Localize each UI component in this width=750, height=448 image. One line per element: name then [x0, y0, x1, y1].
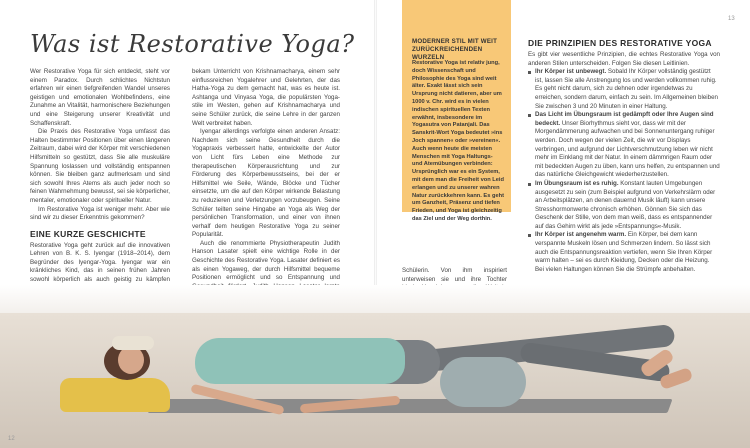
list-item: [528, 180, 720, 232]
page-title: Was ist Restorative Yoga?: [30, 30, 355, 58]
yellow-blanket: [60, 378, 170, 412]
section-heading-principles: DIE PRINZIPIEN DES RESTORATIVE YOGA: [528, 38, 712, 48]
paragraph: Restorative Yoga geht zurück auf die innovativen Lehren von B. K. S. Iyengar (1918–2014), dem Begründer des Iyengar-Yoga. Iyengar war ein kränkliches Kind, das in seinen frühen Jahren sowohl körperlich als auch geistig zu kämpfen: [30, 241, 170, 284]
paragraph: Wer Restorative Yoga für sich entdeckt, steht vor einem Paradox. Durch schlichtes Nichtstun erfahren wir einen tiefgreifenden Wandel unseres geistigen und emotionalen Wohlbefindens, eine Zunahme an Vitalität, harmonischere Beziehungen und eine Steigerung unserer Kreativität und Schaffenskraft.: [30, 68, 170, 127]
list-item-text: Sobald Ihr Körper vollständig gestützt ist, lassen Sie alle Anstrengung los und werden vollkommen ruhig. Es geht nicht darum, sich zu dehnen oder irgendetwas zu erreichen, sondern darum, einfach zu sein. Im Allgemeinen bleiben Sie zwischen 3 und 20 Minuten in einer Haltung.: [535, 68, 718, 110]
paragraph: bekam Unterricht von Krishnamacharya, einem sehr einflussreichen Yogalehrer und Gelehrten, der das Hatha-Yoga zu dem gemacht hat, was es heute ist. Ashtanga und Vinyasa Yoga, die populärsten Yoga-stile im Westen, gehen auf Krishnamacharya und seine Schüler zurück, die seine Lehre in der ganzen Welt verbreitet haben.: [192, 68, 340, 127]
list-item: [528, 231, 720, 274]
sidebar-heading: MODERNER STIL MIT WEIT ZURÜCKREICHENDEN WURZELN: [412, 38, 498, 61]
list-item-lead: Ihr Körper ist angenehm warm.: [535, 231, 627, 239]
page-number-right: 13: [728, 16, 735, 22]
photo-wall: [0, 285, 750, 313]
text-column-4: [528, 38, 720, 274]
section-heading-history: EINE KURZE GESCHICHTE: [30, 228, 146, 239]
paragraph: Die Praxis des Restorative Yoga umfasst das Halten bestimmter Positionen über einen längeren Zeitraum, dabei wird der Körper mit verschiedenen Hilfsmitteln so gestützt, dass Sie alle muskuläre Spannung loslassen und vollständig entspannen können. Sie bleiben ganz aufmerksam und sind sich sowohl Ihres Atems als auch jeder noch so feinen Wahrnehmung bewusst, sei sie körperlicher, mentaler, emotionaler oder spiritueller Natur.: [30, 128, 170, 204]
list-item: [528, 111, 720, 180]
paragraph: Auch die renommierte Physiotherapeutin Judith Hanson Lasater spielt eine wichtige Rolle in der Geschichte des Restorative Yoga. Lasater definiert es als einen Yogaweg, der durch Hilfsmittel bequeme Positionen ermöglicht und so Entspannung und: [192, 239, 340, 282]
list-item-lead: Im Übungsraum ist es ruhig.: [535, 179, 619, 187]
paragraph: Im Restorative Yoga ist weniger mehr. Aber wie sind wir zu dieser Erkenntnis gekommen?: [30, 205, 170, 222]
list-item: [528, 68, 720, 111]
sidebar-box: [402, 0, 511, 222]
list-item-lead: Das Licht im Übungsraum ist gedämpft oder Ihre Augen sind bedeckt.: [535, 111, 714, 127]
paragraph: Iyengar allerdings verfolgte einen anderen Ansatz: Nachdem sich seine Gesundheit durch die Yogapraxis verbessert hatte, entwickelte der Autor von Licht fürs Leben eine Methode zur therapeutischen Körperausrichtung und zur Förderung des Körperbewusstseins, bei der er Hilfsmittel wie Seile, Wände, Blöcke und Tücher einsetzte, um die auf den Körper wirkende Belastung zu reduzieren und Verletzungen vorzubeugen. Seine Schüler teilten seine Hingabe an Yoga als Weg der persönlichen Transformation, und einer von ihnen verhalf dem heutigen Restorative Yoga zu seiner Popularität.: [192, 128, 340, 239]
list-item-lead: Ihr Körper ist unbewegt.: [535, 68, 607, 76]
page-number-left: 12: [8, 436, 15, 442]
text-column-2: [192, 68, 340, 300]
person-face: [118, 346, 144, 374]
list-item-text: Ein Körper, bei dem kann verspannte Muskeln lösen und Schmerzen lindern. So lässt sich auch die Entspannungsreaktion vertiefen, wenn Sie Ihren Körper warm halten – sei es durch Kleidung, Decken oder die Heizung. Bei vielen Haltungen können Sie die Strümpfe anbehalten.: [535, 231, 713, 273]
person-torso: [195, 338, 405, 384]
text-column-1: [30, 68, 170, 310]
paragraph: Es gibt vier wesentliche Prinzipien, die echtes Restorative Yoga von anderen Stilen unterscheiden. Folgen Sie diesen Leitlinien.: [528, 51, 720, 67]
list-item-text: Konstant lauten Umgebungen ausgesetzt zu sein (zum Beispiel aufgrund von Verkehrslärm oder an Arbeitsplätzen, an denen dauernd Musik läuft) kann unsere Stresshormonwerte chronisch erhöhen. Gönnen Sie sich das Geschenk der Stille, von dem man weiß, dass es entspannender auf das Gehirn wirkt als jede »Entspannungs«-Musik.: [535, 179, 716, 230]
paragraph: Schülerin. Von ihm inspiriert unterweisen sie und ihre Tochter: [402, 267, 507, 283]
bolster-cushion: [440, 357, 526, 407]
eye-pillow: [112, 336, 154, 350]
principles-list: [528, 68, 720, 274]
sidebar-text: Restorative Yoga ist relativ jung, doch Wissenschaft und Philosophie des Yoga sind weit älter. Exakt lässt sich sein Ursprung nicht datieren, aber um 1000 v. Chr. wird es in vielen indischen spirituellen Texten erwähnt, insbesondere im Yogasutra von Patanjali. Das Sanskrit-Wort Yoga bedeutet »ins Joch spannen« oder »vereinen«. Auch wenn heute die meisten Menschen mit Yoga Haltungs- und Atemübungen verbinden: Ursprünglich war es ein System, mit dem man die Freiheit von Leid erlangen und zu unserer wahren Natur zurückkehren kann. Es geht um Ganzheit, Präsenz und tiefen Frieden, und Yoga ist gleichzeitig das Ziel und der Weg dorthin.: [412, 60, 504, 222]
list-item-text: Unser Biorhythmus sieht vor, dass wir mit der Morgendämmerung aufwachen und bei Sonnenuntergang ruhiger werden. Doch wegen der vielen Zeit, die wir vor Displays verbringen, und aufgrund der Lichtverschmutzung leben wir nicht mehr im Einklang mit der Natur. In einem dämmrigen Raum oder mit bedeckten Augen zu üben, kann uns helfen, zu entspannen und das natürliche Gleichgewicht wiederherzustellen.: [535, 119, 720, 179]
